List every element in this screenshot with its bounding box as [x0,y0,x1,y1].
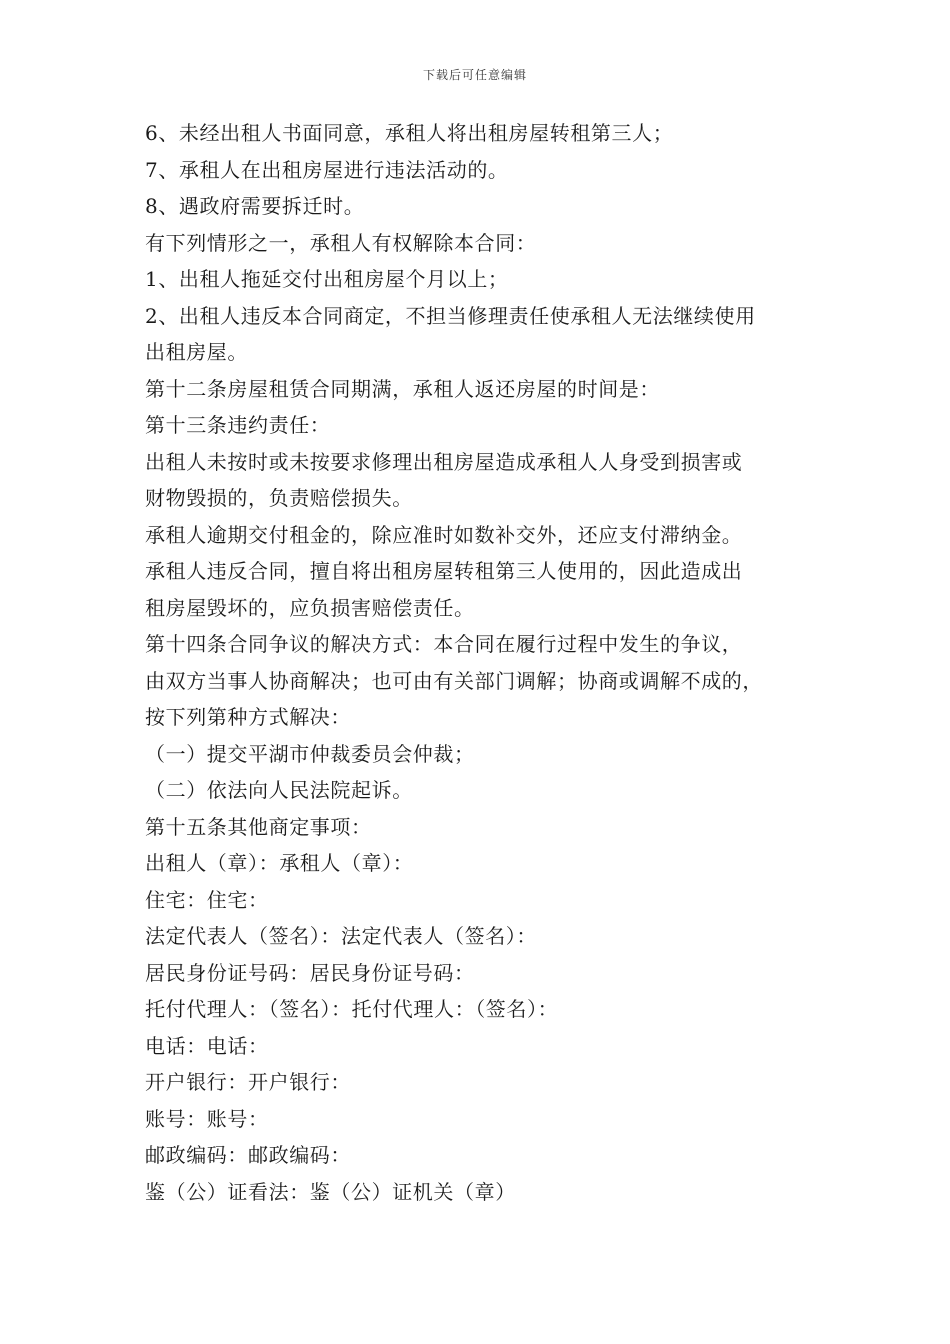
text-line: 按下列第种方式解决： [145,705,351,729]
text-line: 居民身份证号码：居民身份证号码： [145,960,475,985]
text-line: 7、承租人在出租房屋进行违法活动的。 [145,157,509,182]
text-line: 法定代表人（签名）：法定代表人（签名）： [145,924,537,948]
text-line: 租房屋毁坏的，应负损害赔偿责任。 [145,595,475,620]
document-body [145,115,825,1210]
text-line: 第十四条合同争议的解决方式：本合同在履行过程中发生的争议， [145,632,743,656]
text-line: 有下列情形之一，承租人有权解除本合同： [145,230,537,255]
text-line: 出租人（章）：承租人（章）： [145,851,414,875]
text-line: 托付代理人：（签名）：托付代理人：（签名）： [145,997,559,1021]
text-line: 电话：电话： [145,1033,269,1058]
text-line: 8、遇政府需要拆迁时。 [145,194,365,218]
text-line: 由双方当事人协商解决；也可由有关部门调解；协商或调解不成的， [145,668,763,693]
text-line: （二）依法向人民法院起诉。 [145,778,413,802]
text-line: 账号：账号： [145,1106,269,1131]
page-header: 下载后可任意编辑 [422,68,527,82]
text-line: 财物毁损的，负责赔偿损失。 [145,486,413,510]
text-line: 第十三条违约责任： [145,413,331,437]
text-line: 出租人未按时或未按要求修理出租房屋造成承租人人身受到损害或 [145,449,743,474]
text-line: 1、出租人拖延交付出租房屋个月以上； [145,267,509,291]
text-line: 2、出租人违反本合同商定，不担当修理责任使承租人无法继续使用 [145,303,756,328]
text-line: 承租人违反合同，擅自将出租房屋转租第三人使用的，因此造成出 [145,559,743,583]
text-line: 鉴（公）证看法：鉴（公）证机关（章） [145,1179,516,1204]
text-line: 开户银行：开户银行： [145,1070,351,1094]
text-line: 6、未经出租人书面同意，承租人将出租房屋转租第三人； [145,121,674,145]
text-line: 邮政编码：邮政编码： [145,1143,351,1167]
text-line: 承租人逾期交付租金的，除应准时如数补交外，还应支付滞纳金。 [145,522,743,547]
text-line: 第十二条房屋租赁合同期满，承租人返还房屋的时间是： [145,376,660,401]
text-line: 出租房屋。 [145,340,248,364]
text-line: 第十五条其他商定事项： [145,814,372,839]
text-line: （一）提交平湖市仲裁委员会仲裁； [145,741,475,766]
text-line: 住宅：住宅： [145,887,269,912]
